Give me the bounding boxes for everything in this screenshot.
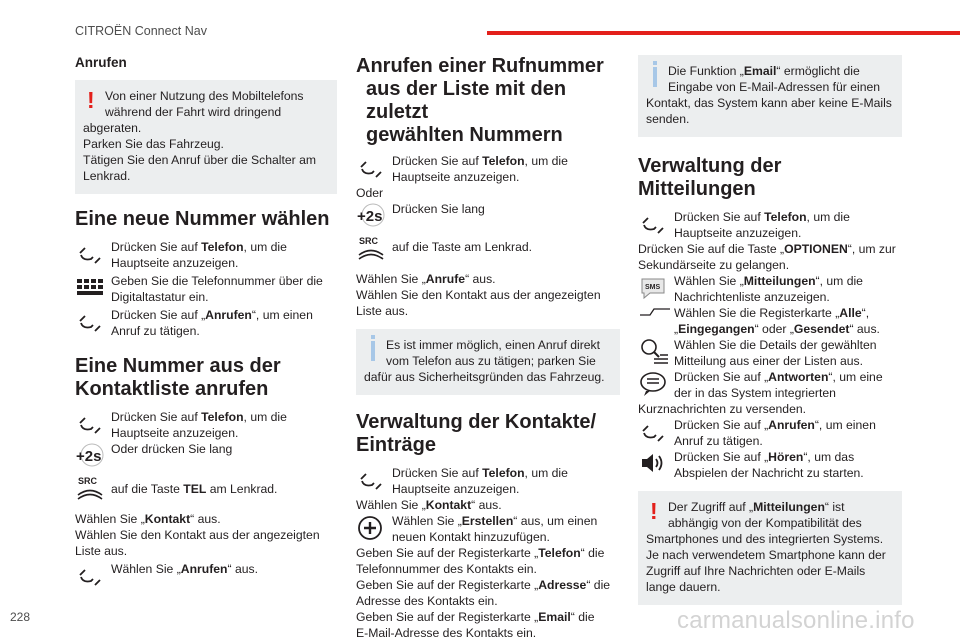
step-text: “ die [586,578,611,592]
step-row [356,201,620,231]
step-text: Abspielen der Nachricht zu starten. [674,466,864,480]
step-text: “ aus, um einen [513,514,598,528]
paragraph [356,545,620,561]
step-keyword: TEL [183,482,207,496]
step-keyword: Antworten [768,370,829,384]
step-text: Mitteilung aus einer der Listen aus. [674,354,864,368]
step-row [75,239,337,271]
step-keyword: Anrufe [425,272,466,286]
heading-line: Verwaltung der Kontakte/ [356,411,597,433]
step-row [638,337,902,369]
step-row [75,307,337,339]
step-keyword: Anrufen [180,562,228,576]
page-number: 228 [10,610,31,624]
step-row [638,305,902,337]
press-2s-icon [75,441,111,471]
step-row [75,561,337,591]
step-text: Drücken Sie auf [674,210,765,224]
note-line: senden. [646,112,690,126]
step-row [638,449,902,481]
step-text: Wählen Sie „ [75,512,145,526]
step-text: , um die [806,210,850,224]
step-text: Drücken Sie auf „ [674,418,769,432]
step-text: Oder drücken Sie lang [111,442,233,456]
header-red-bar [487,31,960,35]
note-line: Die Funktion „ [668,64,744,78]
paragraph: Wählen Sie den Kontakt aus der angezeigten [356,288,601,302]
tab-icon [638,305,674,335]
step-text: “, [861,306,870,320]
paragraph: Telefonnummer des Kontakts ein. [356,562,537,576]
step-text: “, um einen [814,418,876,432]
paragraph: E-Mail-Adresse des Kontakts ein. [356,626,537,640]
svg-text:SRC: SRC [78,476,98,486]
phone-icon [638,417,674,447]
step-row [638,369,902,401]
note-line: vom Telefon aus zu tätigen; parken Sie [386,354,596,368]
step-text: Anruf zu tätigen. [111,324,200,338]
paragraph: Sekundärseite zu gelangen. [638,258,790,272]
step-text: Geben Sie die Telefonnummer über die [111,274,323,288]
svg-text:+2s: +2s [357,208,383,225]
note-line: Der Zugriff auf „ [668,500,754,514]
phone-icon [75,239,111,269]
paragraph [356,609,620,625]
paragraph [356,271,620,287]
warning-icon: ! [87,87,95,113]
step-row [356,153,620,185]
step-keyword: Anrufen [205,308,252,322]
paragraph: Liste aus. [75,544,128,558]
note-line: Von einer Nutzung des Mobiltelefons [105,89,304,103]
step-text: “ aus. [849,322,880,336]
step-text: am Lenkrad. [206,482,278,496]
step-text: Wählen Sie „ [674,274,744,288]
column-3 [638,55,902,605]
paragraph: Adresse des Kontakts ein. [356,594,498,608]
warning-note [638,491,902,605]
column-1 [75,55,337,591]
step-text: “, um das [803,450,855,464]
step-keyword: Telefon [538,546,581,560]
step-text: Drücken Sie auf „ [674,450,769,464]
heading-line: Eine Nummer aus der [75,355,281,377]
step-keyword: Telefon [482,466,525,480]
add-contact-icon [356,513,392,543]
step-text: Drücken Sie lang [392,202,485,216]
paragraph: Liste aus. [356,304,409,318]
paragraph: Kurznachrichten zu versenden. [638,402,807,416]
note-line: lange dauern. [646,580,721,594]
note-line: Zugriff auf Ihre Nachrichten oder E-Mails [646,564,866,578]
step-row [638,417,902,449]
phone-icon [638,209,674,239]
steering-src-icon [356,233,392,263]
step-row [356,233,620,263]
step-text: “ aus. [190,512,221,526]
step-keyword: Telefon [201,410,244,424]
svg-text:SMS: SMS [645,284,661,291]
step-text: Hauptseite anzuzeigen. [111,426,239,440]
paragraph [356,497,620,513]
keypad-icon [75,273,111,303]
step-text: Drücken Sie auf „ [111,308,206,322]
steering-src-icon [75,473,111,503]
step-text: “ aus. [471,498,502,512]
step-text: Drücken Sie auf [111,240,202,254]
step-keyword: Telefon [482,154,525,168]
step-text: “ die [570,610,595,624]
step-text: , um die [243,240,287,254]
press-2s-icon [356,201,392,231]
phone-icon [75,561,111,591]
step-text: Geben Sie auf der Registerkarte „ [356,610,539,624]
step-text: neuen Kontakt hinzuzufügen. [392,530,550,544]
svg-text:+2s: +2s [76,448,102,465]
step-text: Wählen Sie „ [111,562,181,576]
step-text: “ aus. [227,562,258,576]
phone-icon [75,409,111,439]
step-keyword: Mitteilungen [743,274,816,288]
note-keyword: Email [743,64,777,78]
step-text: Drücken Sie auf [392,466,483,480]
info-icon [364,337,386,367]
note-line: abgeraten. [83,121,142,135]
heading-line: Anrufen einer Rufnummer [356,55,604,77]
step-text: „ [674,322,679,336]
step-text: “, um einen [251,308,313,322]
heading-line: Einträge [356,434,437,456]
note-line: Je nach verwendetem Smartphone kann der [646,548,886,562]
column-2 [356,55,620,641]
step-row [75,441,337,471]
step-text: der in das System integrierten [674,386,836,400]
note-line: Smartphones und des integrierten Systems. [646,532,884,546]
step-keyword: OPTIONEN [784,242,848,256]
step-text: Hauptseite anzuzeigen. [392,482,520,496]
step-text: Geben Sie auf der Registerkarte „ [356,546,539,560]
sms-icon [638,273,674,303]
info-icon [646,63,668,93]
note-line: Tätigen Sie den Anruf über die Schalter am [83,153,317,167]
heading-line: gewählten Nummern [366,124,563,146]
step-keyword: Kontakt [144,512,191,526]
section-title-anrufen: Anrufen [75,55,127,70]
step-text: “ oder „ [754,322,794,336]
speaker-icon [638,449,674,479]
step-row [638,209,902,241]
heading-line: aus der Liste mit den zuletzt [366,78,567,123]
paragraph [75,511,337,527]
step-keyword: Kontakt [425,498,472,512]
note-line: abhängig von der Kompatibilität des [668,516,862,530]
details-icon [638,337,674,367]
step-row [638,273,902,305]
note-line: dafür aus Sicherheitsgründen das Fahrzeug. [364,370,605,384]
note-line: Kontakt, das System kann aber keine E-Mails [646,96,892,110]
step-text: Anruf zu tätigen. [674,434,763,448]
step-text: Wählen Sie die Registerkarte „ [674,306,840,320]
note-line: “ ist [824,500,845,514]
phone-icon [356,465,392,495]
step-keyword: Eingegangen [678,322,755,336]
heading-recent-calls [356,55,620,147]
note-line: während der Fahrt wird dringend [105,105,282,119]
step-text: Digitaltastatur ein. [111,290,209,304]
note-line: Parken Sie das Fahrzeug. [83,137,224,151]
step-text: Drücken Sie auf [111,410,202,424]
step-text: Wählen Sie „ [356,498,426,512]
step-row [356,513,620,545]
note-keyword: Mitteilungen [753,500,825,514]
step-keyword: Email [538,610,571,624]
step-text: auf die Taste am Lenkrad. [392,240,533,254]
step-keyword: Anrufen [768,418,815,432]
step-keyword: Telefon [201,240,244,254]
step-text: “, um eine [828,370,883,384]
step-row [356,465,620,497]
step-keyword: Gesendet [793,322,850,336]
step-text: Hauptseite anzuzeigen. [111,256,239,270]
step-text: auf die Taste [111,482,184,496]
paragraph [356,577,620,593]
heading-line: Kontaktliste anrufen [75,378,269,400]
note-line: Lenkrad. [83,169,131,183]
step-row [75,473,337,503]
step-text: Drücken Sie auf [392,154,483,168]
heading-contact-call [75,355,337,401]
note-line: Es ist immer möglich, einen Anruf direkt [386,338,601,352]
step-text: “, um die [815,274,863,288]
step-row [75,409,337,441]
step-text: “ die [580,546,605,560]
header-title: CITROËN Connect Nav [75,24,207,38]
step-text: Geben Sie auf der Registerkarte „ [356,578,539,592]
step-text: Wählen Sie „ [392,514,462,528]
step-keyword: Erstellen [461,514,514,528]
step-text: Wählen Sie die Details der gewählten [674,338,877,352]
note-line: “ ermöglicht die [776,64,860,78]
step-text: Drücken Sie auf „ [674,370,769,384]
step-text: Hauptseite anzuzeigen. [392,170,520,184]
heading-message-management: Verwaltung der Mitteilungen [638,155,782,200]
step-text: “ aus. [465,272,496,286]
step-text: , um die [524,154,568,168]
heading-contact-management [356,411,620,457]
watermark: carmanualsonline.info [677,607,915,634]
step-keyword: Hören [768,450,804,464]
warning-note [75,80,337,194]
info-note [638,55,902,137]
paragraph: Oder [356,186,384,200]
reply-icon [638,369,674,399]
step-text: Nachrichtenliste anzuzeigen. [674,290,830,304]
step-text: Drücken Sie auf die Taste „ [638,242,785,256]
heading-new-number: Eine neue Nummer wählen [75,208,330,230]
phone-icon [356,153,392,183]
note-line: Eingabe von E-Mail-Adressen für einen [668,80,881,94]
paragraph: Wählen Sie den Kontakt aus der angezeigten [75,528,320,542]
info-note [356,329,620,395]
paragraph [638,241,902,257]
phone-icon [75,307,111,337]
step-text: Hauptseite anzuzeigen. [674,226,802,240]
step-row [75,273,337,305]
step-keyword: Adresse [538,578,587,592]
svg-text:SRC: SRC [359,236,379,246]
step-keyword: Alle [839,306,862,320]
step-text: “, um zur [847,242,896,256]
step-keyword: Telefon [764,210,807,224]
step-text: Wählen Sie „ [356,272,426,286]
step-text: , um die [243,410,287,424]
step-text: , um die [524,466,568,480]
warning-icon: ! [650,498,658,524]
